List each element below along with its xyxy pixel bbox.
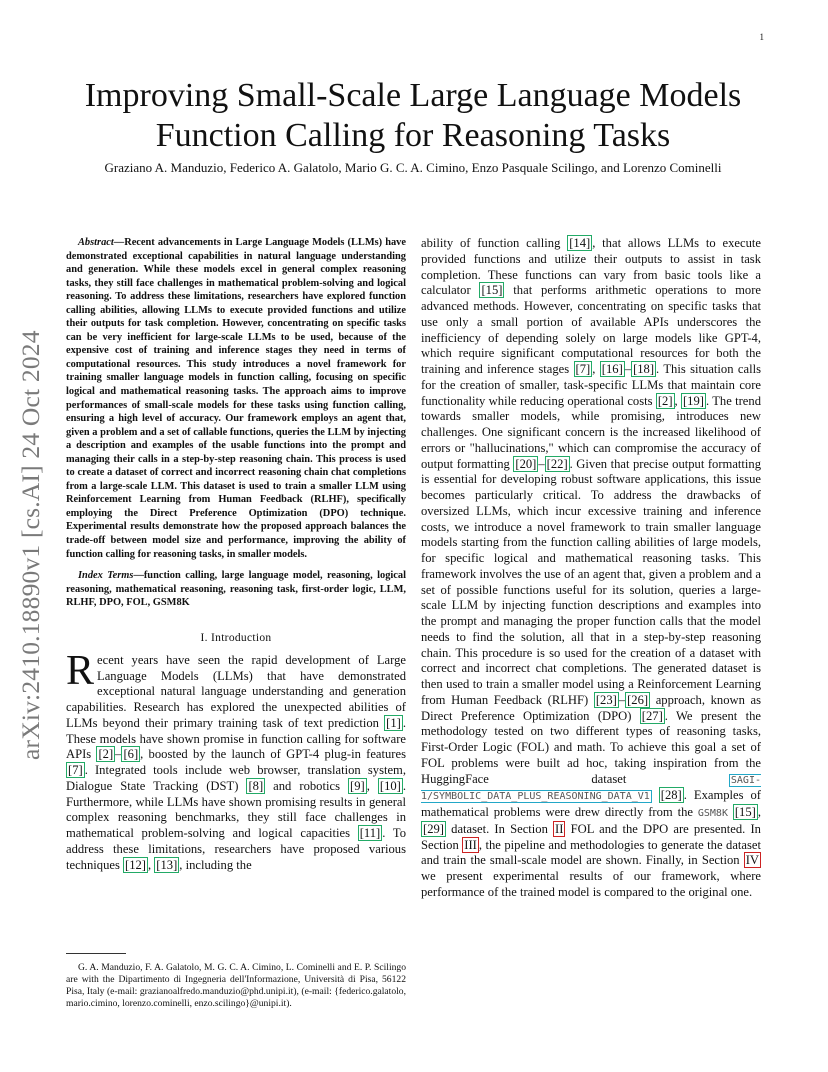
text-run: ecent years have seen the rapid development of Large Language Models (LLMs) that have demonstrated exceptional natural language understanding and generation capabilities. Research has explored the unexpected abilities of LLMs beyond their primary training task of text prediction (66, 652, 406, 730)
citation-link[interactable]: [20] (515, 456, 537, 471)
citation-link[interactable]: [2] (98, 747, 114, 762)
left-column (66, 236, 406, 873)
right-column (421, 236, 761, 901)
citation-link[interactable]: [16] (601, 362, 623, 376)
citation-link[interactable]: [11] (359, 826, 381, 841)
text-run: . Examples of mathematical problems were drew directly from the (421, 788, 761, 819)
text-run: , that allows LLMs to execute provided functions and utilize their outputs to assist in task completion. These functions can vary from basic tools like a calculator (421, 236, 761, 298)
author-affiliation-footnote: G. A. Manduzio, F. A. Galatolo, M. G. C. A. Cimino, L. Cominelli and E. P. Scilingo are with the Dipartimento di Ingegneria dell'Informazione, Università di Pisa, 56122 Pisa, Italy (e-mail: grazianoalfredo.manduzio@phd.unipi.it), (e-mail: {federico.galatolo, mario.cimino, lorenzo.cominelli, enzo.scilingo}@unipi.it). (66, 962, 406, 1010)
citation-link[interactable]: [12] (125, 857, 146, 872)
abstract (66, 236, 406, 561)
citation-link[interactable]: [7] (68, 763, 83, 778)
text-run: , the pipeline and methodologies to generate the dataset and train the small-scale model are shown. Finally, in Section (421, 837, 761, 868)
text-run: , (757, 805, 761, 819)
introduction-paragraph-continued (421, 236, 761, 901)
text-run: . These models have shown promise in function calling for software APIs (66, 715, 406, 762)
text-run: , (674, 393, 681, 408)
citation-link[interactable]: [10] (379, 778, 401, 793)
text-run: approach, known as Direct Preference Optimization (DPO) (421, 692, 761, 723)
text-run: , (592, 362, 600, 376)
citation-link[interactable]: [6] (123, 747, 139, 762)
text-run: we present experimental results of our framework, where performance of the trained model is compared to the original one. (421, 869, 761, 899)
text-run: – (115, 747, 122, 762)
text-run: – (618, 692, 626, 707)
citation-link[interactable]: [18] (633, 362, 655, 376)
section-link[interactable]: IV (745, 853, 759, 868)
citation-link[interactable]: [1] (386, 715, 401, 730)
index-terms-label: Index Terms (78, 570, 134, 582)
index-terms-text: —function calling, large language model, reasoning, logical reasoning, mathematical reasoning, reasoning task, first-order logic, LLM, RLHF, DPO, FOL, GSM8K (66, 570, 406, 609)
citation-link[interactable]: [19] (682, 393, 704, 408)
drop-cap: R (66, 647, 95, 694)
citation-link[interactable]: [14] (569, 236, 591, 250)
text-run: . Furthermore, while LLMs have shown promising results in general complex reasoning benchmarks, they still face challenges in mathematical problem-solving and logical capacities (66, 778, 407, 841)
citation-link[interactable]: [27] (641, 708, 663, 723)
citation-link[interactable]: [7] (575, 362, 591, 376)
text-run: – (624, 362, 632, 376)
paper-title: Improving Small-Scale Large Language Models Function Calling for Reasoning Tasks (84, 77, 742, 154)
dataset-link[interactable]: SAGI-1/SYMBOLIC_DATA_PLUS_REASONING_DATA_V1 (421, 774, 761, 803)
citation-link[interactable]: [15] (734, 805, 756, 819)
text-run: and robotics (265, 778, 348, 793)
citation-link[interactable]: [8] (248, 778, 264, 793)
arxiv-identifier[interactable]: arXiv:2410.18890v1 [cs.AI] 24 Oct 2024 (16, 330, 45, 760)
text-run: . The trend towards smaller models, while promising, introduces new challenges. One significant concern is the increased likelihood of errors or "hallucinations," which can compromise the accuracy of output formatting (421, 393, 761, 471)
abstract-label: Abstract (78, 237, 114, 248)
dataset-name: GSM8K (697, 808, 728, 819)
citation-link[interactable]: [22] (546, 456, 568, 471)
citation-link[interactable]: [13] (156, 857, 178, 872)
citation-link[interactable]: [23] (595, 692, 617, 707)
citation-link[interactable]: [2] (657, 393, 673, 408)
text-run: – (538, 456, 545, 471)
page-number: 1 (759, 32, 764, 42)
text-run: , (366, 778, 378, 793)
text-run: , boosted by the launch of GPT-4 plug-in features (140, 747, 406, 762)
footnote-divider (66, 953, 126, 954)
section-link[interactable]: II (555, 821, 564, 836)
citation-link[interactable]: [26] (627, 692, 649, 707)
citation-link[interactable]: [29] (423, 821, 444, 836)
text-run: FOL and the DPO are presented. In Section (421, 821, 761, 852)
text-run: . We present the methodology tested on two different types of reasoning tasks, First-Order Logic (FOL) and math. To achieve this goal a set of FOL problems were built ad hoc, taking inspiration from the HuggingFace dataset (421, 708, 761, 786)
section-link[interactable]: III (464, 837, 477, 852)
text-run: that performs arithmetic operations to more advanced methods. However, concentrating on specific tasks that use only a small portion of available APIs underscores the inefficiency of depending solely on large models like GPT-4, which require significant computational resources for both the training and inference stages (421, 283, 762, 376)
introduction-paragraph (66, 647, 407, 874)
citation-link[interactable]: [28] (660, 788, 682, 803)
section-heading-introduction: I. Introduction (200, 631, 272, 644)
text-run: . Given that precise output formatting is essential for developing robust software applications, this issue becomes particularly critical. To address the drawbacks of oversized LLMs, which incur excessive training and inference costs, we introduce a novel framework to train smaller language models starting from the function calling abilities of large models, for specific logical and mathematical reasoning tasks. This framework involves the use of an agent that, given a problem and a set of possible functions useful for its solution, queries a large-scale LLM by injecting function descriptions and examples into the prompt and managing the proper function calls that the model needs to find the solution, all that in a step-by-step reasoning chain. This procedure is so used for the creation of a dataset with correct and incorrect chat completions. The generated dataset is then used to train a smaller model using a Reinforcement Learning from Human Feedback (RLHF) (421, 456, 761, 707)
abstract-text: —Recent advancements in Large Language Models (LLMs) have demonstrated exceptional capabilities in natural language understanding and generation. While these models excel in general complex reasoning tasks, they still face challenges in mathematical problem-solving and logical reasoning. To address these limitations, researchers have explored function calling abilities, allowing LLMs to execute provided functions and utilize their outputs for task completion. However, concentrating on specific tasks can be very inefficient for large-scale LLMs to be used, because of the expensive cost of training and inference stages they need in terms of computational resources. This study introduces a novel framework for training smaller language models in function calling, focusing on specific logical and mathematical reasoning tasks. The approach aims to improve performances of small-scale models for these tasks using function calling, ensuring a high level of accuracy. Our framework employs an agent that, given a problem and a set of callable functions, queries the LLM by injecting a description and examples of the usable functions into the prompt and managing their calls in a step-by-step reasoning chain. This process is used to create a dataset of correct and incorrect reasoning chain chat completions from a large-scale LLM. This dataset is used to train a smaller LLM using Reinforcement Learning from Human Feedback (RLHF), specifically employing the Direct Preference Optimization (DPO) technique. Experimental results demonstrate how the proposed approach balances the trade-off between model size and performance, improving the ability of function calling for reasoning tasks, in smaller models. (66, 237, 406, 560)
text-run: . Integrated tools include web browser, translation system, Dialogue State Tracking (DST) (66, 763, 406, 793)
text-run: , (148, 857, 155, 872)
text-run: . To address these limitations, researchers have proposed various techniques (66, 826, 406, 872)
index-terms (66, 569, 406, 610)
text-run: , including the (179, 857, 252, 872)
text-run: ability of function calling (421, 236, 568, 250)
citation-link[interactable]: [15] (481, 283, 503, 298)
text-run: . This situation calls for the creation of smaller, task-specific LLMs that maintain core functionality while reducing operational costs (421, 362, 761, 408)
author-list: Graziano A. Manduzio, Federico A. Galatolo, Mario G. C. A. Cimino, Enzo Pasquale Scilingo, and Lorenzo Cominelli (104, 160, 722, 175)
text-run: dataset. In Section (445, 821, 554, 836)
citation-link[interactable]: [9] (350, 778, 365, 793)
